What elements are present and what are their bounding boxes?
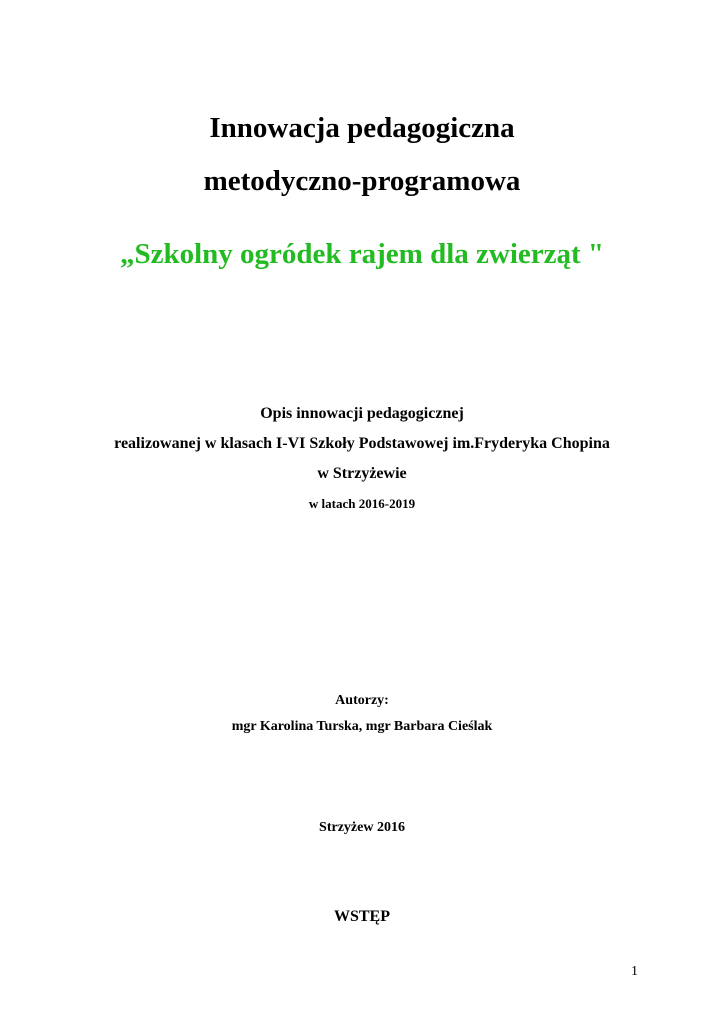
- place-date: Strzyżew 2016: [319, 820, 405, 835]
- authors-names: mgr Karolina Turska, mgr Barbara Cieślak: [231, 719, 493, 734]
- page-number: 1: [631, 964, 638, 979]
- description-line-1: Opis innowacji pedagogicznej: [260, 405, 464, 422]
- section-heading: WSTĘP: [333, 908, 390, 925]
- description-line-2: realizowanej w klasach I-VI Szkoły Podstawowej im.Fryderyka Chopina: [114, 435, 610, 452]
- authors-label: Autorzy:: [335, 693, 389, 708]
- subtitle: „Szkolny ogródek rajem dla zwierząt ": [119, 238, 605, 270]
- description-line-4: w latach 2016-2019: [308, 496, 416, 511]
- title-line-2: metodyczno-programowa: [203, 165, 521, 197]
- description-line-3: w Strzyżewie: [317, 465, 407, 482]
- title-line-1: Innowacja pedagogiczna: [209, 112, 515, 144]
